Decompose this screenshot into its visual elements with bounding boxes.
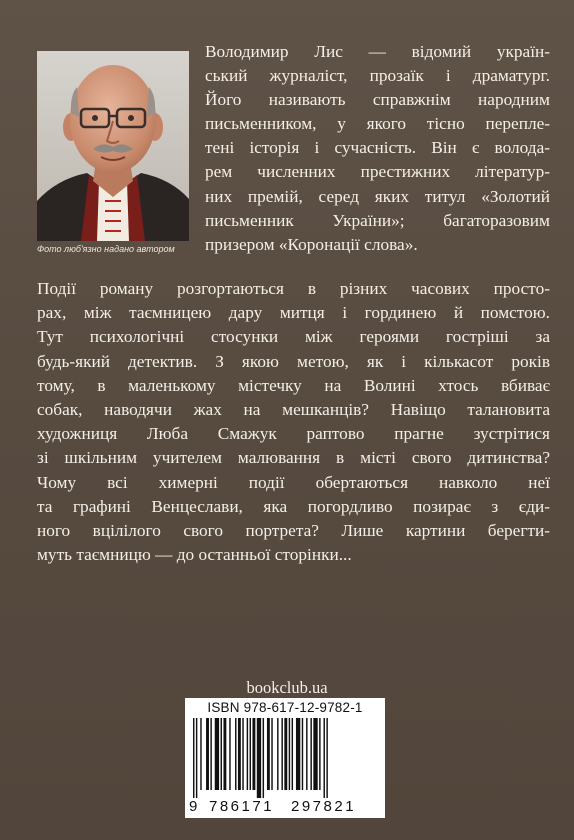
barcode-bar: [210, 718, 211, 790]
barcode-digit-group: 786171: [209, 798, 275, 815]
barcode-bar: [193, 718, 194, 798]
barcode-digit-group: 9: [189, 798, 198, 815]
barcode-bar: [310, 718, 311, 790]
bio-line: Володимир Лис — відомий україн-: [205, 42, 550, 61]
synopsis-line: та графині Венцеслави, яка погордливо позирає з єди-: [37, 496, 550, 516]
barcode-bar: [267, 718, 270, 790]
isbn-barcode: [185, 698, 385, 818]
publisher-website: bookclub.ua: [246, 678, 328, 697]
barcode-bar: [281, 718, 282, 790]
barcode-bar: [284, 718, 287, 790]
barcode-bar: [206, 718, 209, 790]
isbn-label: ISBN 978-617-12-9782-1: [207, 700, 363, 715]
barcode-bar: [247, 718, 248, 790]
synopsis-line: Чому всі химерні події обертаються навколо неї: [37, 472, 550, 492]
barcode-bar: [215, 718, 219, 790]
barcode-bar: [257, 718, 261, 798]
bio-line: письменник України»; багаторазовим: [205, 210, 550, 230]
synopsis-line: Події роману розгортаються в різних часових просто-: [37, 279, 550, 298]
barcode-bar: [296, 718, 300, 790]
barcode-bar: [263, 718, 264, 798]
author-bio: [205, 40, 550, 257]
barcode-bar: [324, 718, 325, 798]
barcode-bar: [326, 718, 327, 798]
synopsis-line: тому, в маленькому містечку на Волині хтось вбиває: [37, 375, 550, 395]
barcode-bar: [221, 718, 222, 790]
bio-line: письменником, у якого тісно перепле-: [205, 114, 550, 134]
barcode-bar: [250, 718, 251, 790]
synopsis-line: зі шкільним учителем малювання в місті свого дитинства?: [37, 448, 550, 468]
barcode-bar: [223, 718, 226, 790]
barcode-bar: [235, 718, 236, 790]
barcode-bar: [242, 718, 243, 790]
barcode-bar: [313, 718, 317, 790]
barcode-digit-group: 297821: [291, 798, 357, 815]
photo-credit: Фото люб'язно надано автором: [37, 244, 175, 254]
bio-line: Його називають справжнім народним: [205, 90, 550, 110]
synopsis-line: рах, між таємницею дару митця і гординею й помстою.: [37, 303, 550, 323]
barcode-bar: [229, 718, 230, 790]
synopsis-line: будь-який детектив. З якою метою, як і кількасот років: [37, 351, 550, 371]
synopsis-line: Тут психологічні стосунки між героями гостріші за: [37, 327, 550, 347]
book-synopsis: [37, 277, 550, 567]
synopsis-line: собак, наводячи жах на мешканців? Навіщо талановита: [37, 400, 550, 420]
barcode-bar: [302, 718, 303, 790]
author-photo: [37, 51, 189, 241]
barcode-bar: [319, 718, 320, 790]
barcode-bar: [252, 718, 255, 790]
barcode-bar: [200, 718, 201, 790]
barcode-bar: [289, 718, 290, 790]
synopsis-line: ного вцілілого свого портрета? Лише картини берегти-: [37, 521, 550, 541]
bio-line: рем численних престижних літератур-: [205, 162, 550, 182]
barcode-bar: [306, 718, 307, 790]
bio-line: них премій, серед яких титул «Золотий: [205, 186, 550, 206]
barcode-bars: [193, 718, 377, 798]
barcode-bar: [238, 718, 241, 790]
bio-line: тені історія і сучасність. Він є волода-: [205, 138, 550, 158]
barcode-bar: [292, 718, 293, 790]
barcode-bar: [271, 718, 272, 790]
bio-line: ський журналіст, прозаїк і драматург.: [205, 66, 550, 86]
synopsis-line: художниця Люба Смажук раптово прагне зустрітися: [37, 424, 550, 444]
barcode-bar: [277, 718, 278, 790]
synopsis-line: муть таємницю — до останньої сторінки...: [37, 545, 352, 565]
author-portrait-image: [37, 51, 189, 241]
barcode-bar: [196, 718, 197, 798]
bio-line: призером «Коронації слова».: [205, 234, 418, 254]
